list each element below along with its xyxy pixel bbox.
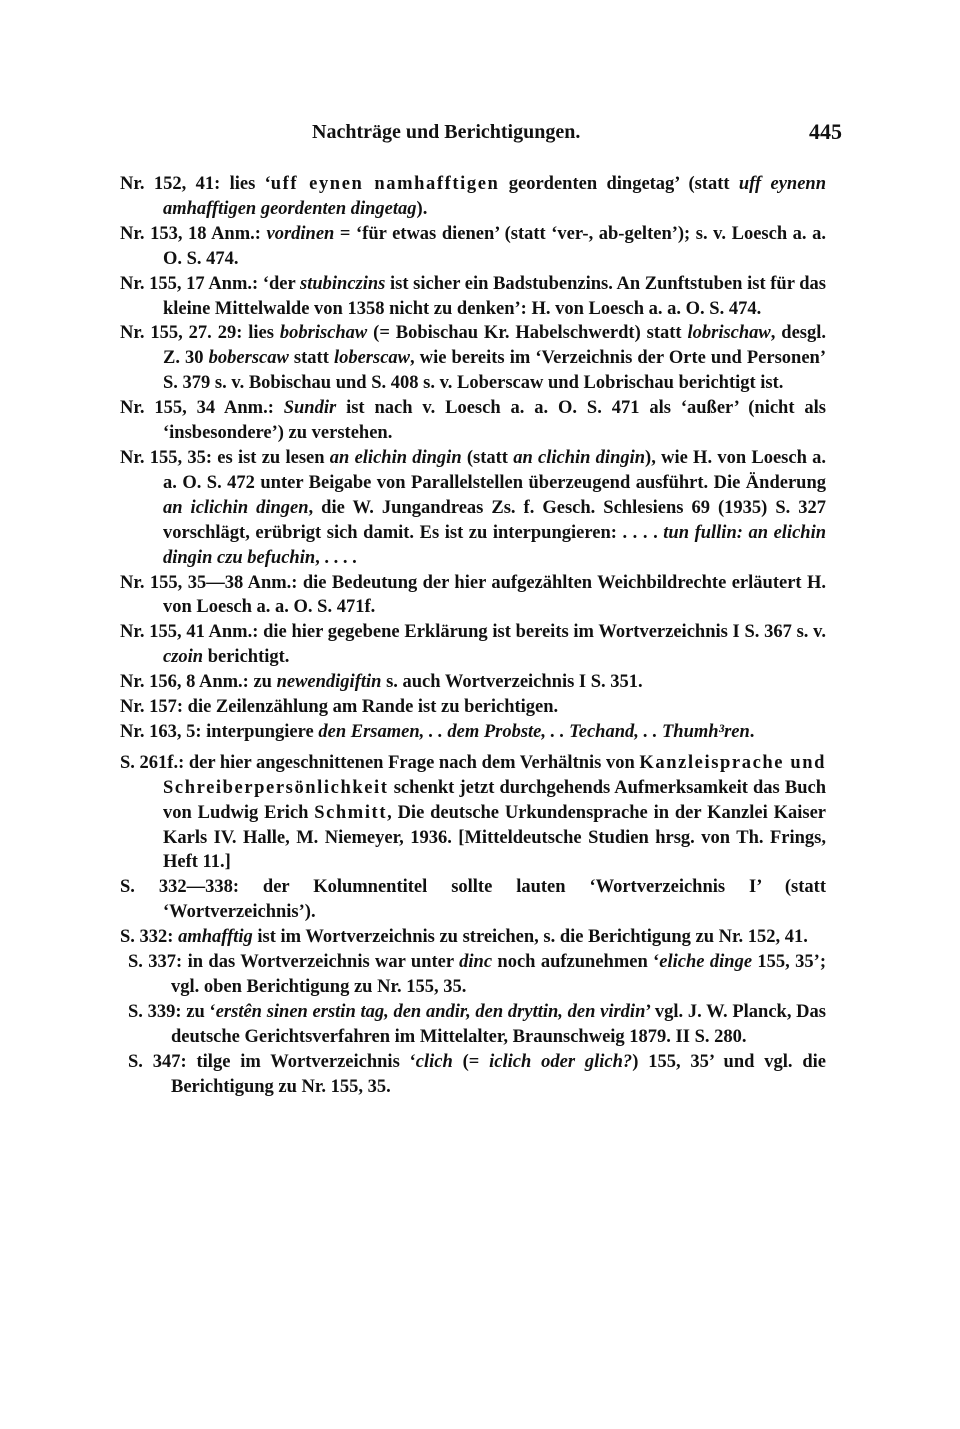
entry-text: ist im Wortverzeichnis zu streichen, s. die Berichtigung zu Nr. 152, 41. bbox=[252, 927, 808, 948]
entry-text: statt bbox=[288, 348, 334, 369]
entry-text: berichtigt. bbox=[203, 647, 290, 668]
correction-entry bbox=[128, 1000, 826, 1050]
running-header bbox=[312, 119, 842, 149]
entry-text: S. 339: zu ‘ bbox=[128, 1001, 216, 1022]
entry-text: , desgl. Z. 30 bbox=[163, 323, 827, 369]
italic-text: vordinen bbox=[266, 223, 335, 244]
italic-text: den Ersamen, . . dem Probste, . . Techand, . . Thumh³ren bbox=[318, 721, 750, 742]
correction-entry bbox=[120, 396, 826, 446]
entry-text: geordenten dingetag’ (statt bbox=[499, 174, 739, 194]
spaced-text: uff eynen namhafftigen bbox=[270, 174, 500, 194]
entry-text: Nr. 155, 41 Anm.: die hier gegebene Erklärung ist bereits im Wortverzeichnis I S. 367 s. v. bbox=[120, 622, 826, 643]
italic-text: lobrischaw bbox=[687, 323, 771, 344]
correction-entry bbox=[120, 670, 826, 695]
italic-text: bobrischaw bbox=[279, 323, 368, 344]
correction-entry bbox=[120, 695, 826, 720]
entry-text: schenkt jetzt durchgehends Aufmerksamkeit das Buch von Ludwig Erich bbox=[163, 777, 826, 823]
italic-text: stubinczins bbox=[300, 273, 386, 294]
entry-text: = ‘für etwas dienen’ (statt ‘ver-, ab-gelten’); s. v. Loesch a. a. O. S. 474. bbox=[163, 223, 826, 269]
entry-text: S. 261f.: der hier angeschnittenen Frage nach dem Verhältnis von bbox=[120, 752, 640, 773]
entry-text: s. auch Wortverzeichnis I S. 351. bbox=[381, 672, 643, 693]
entry-text: ). bbox=[416, 198, 428, 219]
entry-text: (statt bbox=[461, 447, 514, 468]
entry-text: , die W. Jungandreas Zs. f. Gesch. Schlesiens 69 (1935) S. 327 vorschlägt, erübrigt sich damit. Es ist zu interpungieren: . . . . bbox=[163, 497, 826, 543]
italic-text: amhafftig bbox=[178, 927, 253, 948]
entry-text: Nr. 163, 5: interpungiere bbox=[120, 721, 319, 742]
entry-text: Nr. 156, 8 Anm.: zu bbox=[120, 672, 277, 693]
running-title: Nachträge und Berichtigungen. bbox=[312, 121, 581, 143]
correction-entry bbox=[128, 950, 826, 1000]
correction-entry bbox=[120, 875, 826, 925]
entry-text: 155, 35’; vgl. oben Berichtigung zu Nr. 155, 35. bbox=[171, 952, 826, 997]
entry-text: ist sicher ein Badstubenzins. An Zunftstuben ist für das kleine Mittelwalde von 1358 nicht zu denken’: H. von Loesch a. a. O. S. 474. bbox=[163, 273, 826, 319]
italic-text: an iclichin dingen bbox=[163, 497, 309, 518]
entry-text: Nr. 155, 34 Anm.: bbox=[120, 398, 284, 419]
entry-text: ), wie H. von Loesch a. a. O. S. 472 unter Beigabe von Parallelstellen überzeugend ausführt. Die Änderung bbox=[163, 447, 826, 493]
entry-text: (= bbox=[452, 1051, 490, 1072]
correction-entry bbox=[120, 222, 826, 272]
entry-text: , Die deutsche Urkundensprache in der Kanzlei Kaiser Karls IV. Halle, M. Niemeyer, 1936. [Mitteldeutsche Studien hrsg. von Th. Frings, Heft 11.] bbox=[163, 802, 826, 873]
spaced-text: Schmitt bbox=[314, 802, 388, 823]
correction-entry bbox=[120, 272, 826, 322]
correction-entry bbox=[120, 321, 826, 396]
entry-text: S. 337: in das Wortverzeichnis war unter bbox=[128, 952, 460, 973]
italic-text: an clichin dingin bbox=[513, 447, 646, 468]
correction-entry bbox=[120, 751, 826, 876]
entry-text: Nr. 155, 35: es ist zu lesen bbox=[120, 447, 330, 468]
entry-text: Nr. 157: die Zeilenzählung am Rande ist zu berichtigen. bbox=[120, 697, 559, 718]
italic-text: eliche dinge bbox=[659, 952, 753, 973]
entry-text: Nr. 155, 35—38 Anm.: die Bedeutung der hier aufgezählten Weichbildrechte erläutert H. von Loesch a. a. O. S. 471f. bbox=[120, 572, 826, 618]
italic-text: erstên sinen erstin tag, den andir, den dryttin, den virdin bbox=[215, 1001, 646, 1022]
correction-entry bbox=[128, 1050, 826, 1100]
correction-entry bbox=[120, 571, 826, 621]
entry-text: S. 347: tilge im Wortverzeichnis ‘ bbox=[128, 1051, 416, 1072]
italic-text: Sundir bbox=[283, 398, 337, 419]
entry-text: S. 332—338: der Kolumnentitel sollte lauten ‘Wortverzeichnis I’ (statt ‘Wortverzeichnis’). bbox=[120, 877, 826, 923]
correction-entry bbox=[120, 446, 826, 571]
entry-text: noch aufzunehmen ‘ bbox=[492, 952, 660, 973]
entry-text: Nr. 155, 27. 29: lies bbox=[120, 323, 280, 344]
corrections-list bbox=[120, 172, 826, 1100]
entry-text: Nr. 153, 18 Anm.: bbox=[120, 223, 267, 244]
spaced-text: Kanzleisprache und Schreiberpersönlichkeit bbox=[163, 752, 826, 798]
entry-text: (= Bobischau Kr. Habelschwerdt) statt bbox=[367, 323, 688, 344]
entry-text: S. 332: bbox=[120, 927, 179, 948]
italic-text: tun fullin: an elichin dingin czu befuchin bbox=[163, 522, 827, 568]
correction-entry bbox=[120, 620, 826, 670]
correction-entry bbox=[120, 925, 826, 950]
page-number: 445 bbox=[809, 119, 842, 144]
italic-text: an elichin dingin bbox=[329, 447, 462, 468]
entry-text: Nr. 152, 41: lies ‘ bbox=[120, 174, 271, 194]
entry-text: . bbox=[749, 721, 755, 742]
italic-text: uff eynenn amhafftigen geordenten dingetag bbox=[163, 174, 827, 219]
entry-text: , wie bereits im ‘Verzeichnis der Orte und Personen’ S. 379 s. v. Bobischau und S. 408 s. v. Loberscaw und Lobrischau berichtigt ist. bbox=[163, 348, 827, 394]
italic-text: boberscaw bbox=[208, 348, 289, 369]
entry-text: Nr. 155, 17 Anm.: ‘der bbox=[120, 273, 301, 294]
correction-entry bbox=[120, 172, 826, 222]
italic-text: czoin bbox=[163, 647, 204, 668]
italic-text: newendigiftin bbox=[276, 672, 382, 693]
italic-text: iclich oder glich? bbox=[489, 1051, 633, 1072]
entry-text: ist nach v. Loesch a. a. O. S. 471 als ‘außer’ (nicht als ‘insbesondere’) zu verstehen. bbox=[163, 398, 826, 444]
correction-entry bbox=[120, 720, 826, 745]
entry-text: ) 155, 35’ und vgl. die Berichtigung zu Nr. 155, 35. bbox=[171, 1051, 826, 1097]
italic-text: dinc bbox=[459, 952, 493, 973]
italic-text: clich bbox=[415, 1051, 453, 1072]
italic-text: loberscaw bbox=[333, 348, 411, 369]
entry-text: ’ vgl. J. W. Planck, Das deutsche Gerichtsverfahren im Mittelalter, Braunschweig 1879. II S. 280. bbox=[171, 1001, 826, 1047]
entry-text: , . . . . bbox=[315, 547, 357, 568]
